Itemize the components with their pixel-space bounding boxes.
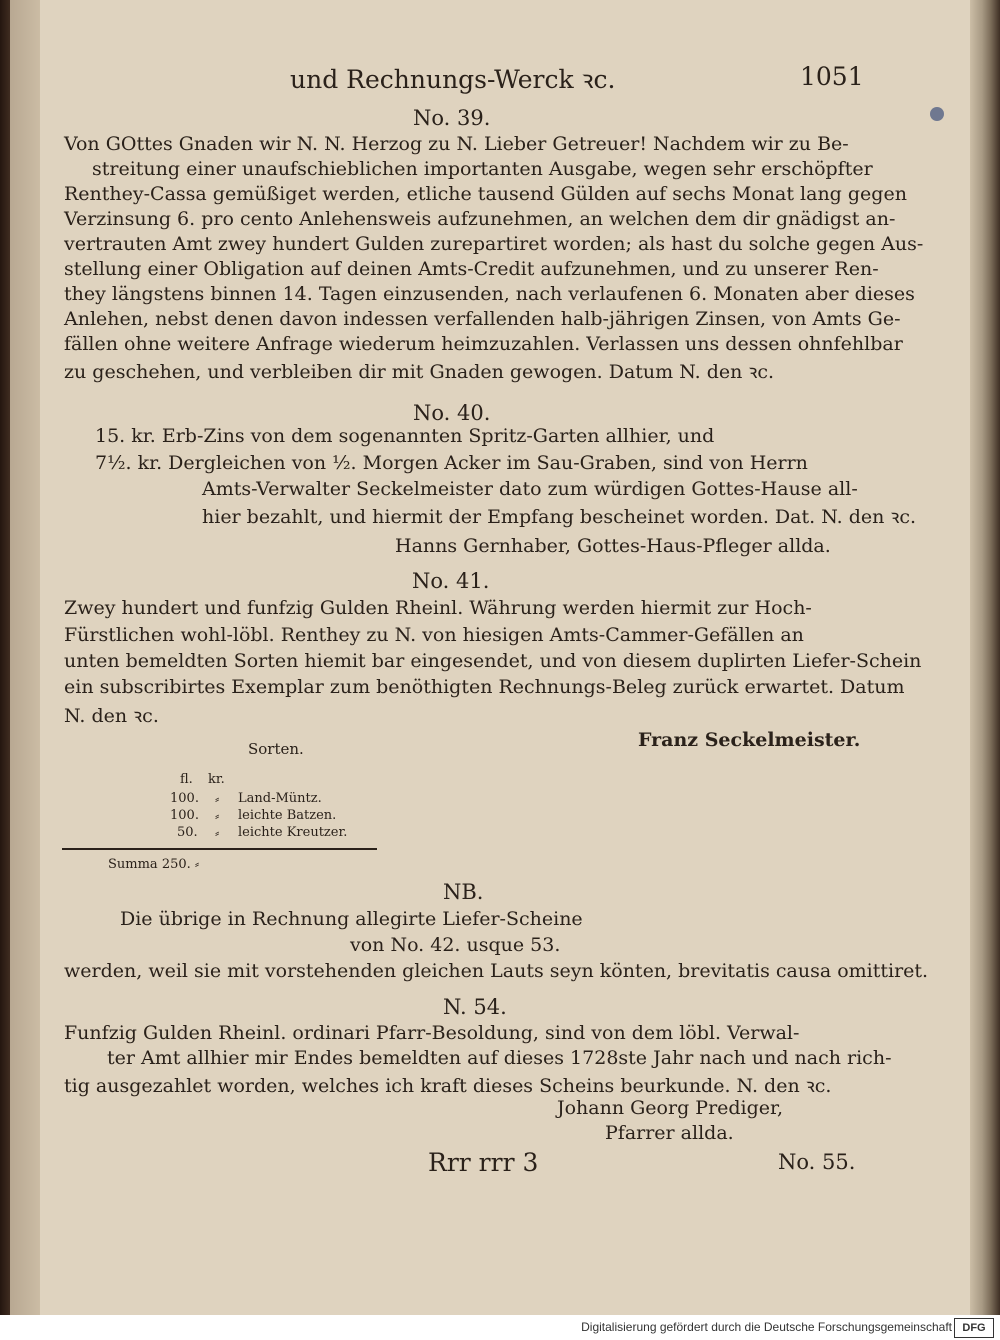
text-line: streitung einer unaufschieblichen importanten Ausgabe, wegen sehr erschöpfter bbox=[92, 158, 873, 180]
column-header-kr: kr. bbox=[208, 772, 225, 787]
sort-amount: 100. bbox=[170, 791, 199, 806]
text-line: Anlehen, nebst denen davon indessen verfallenden halb-jährigen Zinsen, von Amts Ge- bbox=[64, 308, 901, 330]
sort-mark: ⸗ bbox=[215, 809, 220, 824]
credit-text: Digitalisierung gefördert durch die Deutsche Forschungsgemeinschaft bbox=[581, 1320, 952, 1334]
sorts-title: Sorten. bbox=[248, 740, 304, 758]
sort-description: leichte Batzen. bbox=[238, 808, 337, 823]
text-line: unten bemeldten Sorten hiemit bar eingesendet, und von diesem duplirten Liefer-Schein bbox=[64, 650, 922, 672]
text-line: they längstens binnen 14. Tagen einzusenden, nach verlaufenen 6. Monaten aber dieses bbox=[64, 283, 915, 305]
text-line: Amts-Verwalter Seckelmeister dato zum würdigen Gottes-Hause all- bbox=[202, 478, 858, 500]
signature-mark: Rrr rrr 3 bbox=[428, 1148, 539, 1177]
sort-mark: ⸗ bbox=[215, 826, 220, 841]
signature: Hanns Gernhaber, Gottes-Haus-Pfleger allda. bbox=[395, 535, 831, 557]
text-line: hier bezahlt, und hiermit der Empfang bescheinet worden. Dat. N. den ꝛc. bbox=[202, 506, 917, 528]
running-title: und Rechnungs-Werck ꝛc. bbox=[290, 65, 616, 94]
text-line: Funfzig Gulden Rheinl. ordinari Pfarr-Besoldung, sind von dem löbl. Verwal- bbox=[64, 1022, 800, 1044]
section-number-39: No. 39. bbox=[413, 106, 491, 130]
text-line: vertrauten Amt zwey hundert Gulden zurepartiret worden; als hast du solche gegen Aus- bbox=[64, 233, 924, 255]
page-number: 1051 bbox=[800, 62, 864, 91]
text-line: ter Amt allhier mir Endes bemeldten auf dieses 1728ste Jahr nach und nach rich- bbox=[107, 1047, 892, 1069]
signature: Johann Georg Prediger, bbox=[557, 1097, 784, 1119]
text-line: Die übrige in Rechnung allegirte Liefer-Scheine bbox=[120, 908, 583, 930]
section-number-40: No. 40. bbox=[413, 401, 491, 425]
text-line: zu geschehen, und verbleiben dir mit Gnaden gewogen. Datum N. den ꝛc. bbox=[64, 361, 775, 383]
catchword: No. 55. bbox=[778, 1150, 856, 1174]
text-line: tig ausgezahlet worden, welches ich kraft dieses Scheins beurkunde. N. den ꝛc. bbox=[64, 1075, 832, 1097]
sort-mark: ⸗ bbox=[215, 792, 220, 807]
text-line: ein subscribirtes Exemplar zum benöthigten Rechnungs-Beleg zurück erwartet. Datum bbox=[64, 676, 905, 698]
text-line: von No. 42. usque 53. bbox=[350, 934, 561, 956]
nb-title: NB. bbox=[443, 880, 484, 904]
signature: Franz Seckelmeister. bbox=[638, 729, 861, 751]
text-line: Von GOttes Gnaden wir N. N. Herzog zu N. Lieber Getreuer! Nachdem wir zu Be- bbox=[64, 133, 849, 155]
signature-title: Pfarrer allda. bbox=[605, 1122, 734, 1144]
text-line: Verzinsung 6. pro cento Anlehensweis aufzunehmen, an welchen dem dir gnädigst an- bbox=[64, 208, 896, 230]
page-fore-edge bbox=[970, 0, 1000, 1315]
sort-description: leichte Kreutzer. bbox=[238, 825, 348, 840]
column-header-fl: fl. bbox=[180, 772, 193, 787]
text-line: Zwey hundert und funfzig Gulden Rheinl. Währung werden hiermit zur Hoch- bbox=[64, 597, 812, 619]
ledger-item: 7½. kr. Dergleichen von ½. Morgen Acker im Sau-Graben, sind von Herrn bbox=[95, 452, 808, 474]
text-line: fällen ohne weitere Anfrage wiederum heimzuzahlen. Verlassen uns dessen ohnfehlbar bbox=[64, 333, 903, 355]
text-line: Fürstlichen wohl-löbl. Renthey zu N. von hiesigen Amts-Cammer-Gefällen an bbox=[64, 624, 804, 646]
text-line: werden, weil sie mit vorstehenden gleichen Lauts seyn könten, brevitatis causa omittiret. bbox=[64, 960, 929, 982]
section-number-54: N. 54. bbox=[443, 995, 507, 1019]
sum-rule bbox=[62, 848, 377, 850]
sort-description: Land-Müntz. bbox=[238, 791, 322, 806]
sort-amount: 50. bbox=[177, 825, 198, 840]
sum-total: Summa 250. ⸗ bbox=[108, 857, 200, 872]
sort-amount: 100. bbox=[170, 808, 199, 823]
color-marker-dot bbox=[930, 107, 944, 121]
section-number-41: No. 41. bbox=[412, 569, 490, 593]
text-line: Renthey-Cassa gemüßiget werden, etliche tausend Gülden auf sechs Monat lang gegen bbox=[64, 183, 907, 205]
dfg-logo: DFG bbox=[954, 1318, 994, 1338]
credit-bar bbox=[0, 1315, 1000, 1340]
text-line: stellung einer Obligation auf deinen Amts-Credit aufzunehmen, und zu unserer Ren- bbox=[64, 258, 879, 280]
ledger-item: 15. kr. Erb-Zins von dem sogenannten Spritz-Garten allhier, und bbox=[95, 425, 715, 447]
text-line: N. den ꝛc. bbox=[64, 705, 159, 727]
